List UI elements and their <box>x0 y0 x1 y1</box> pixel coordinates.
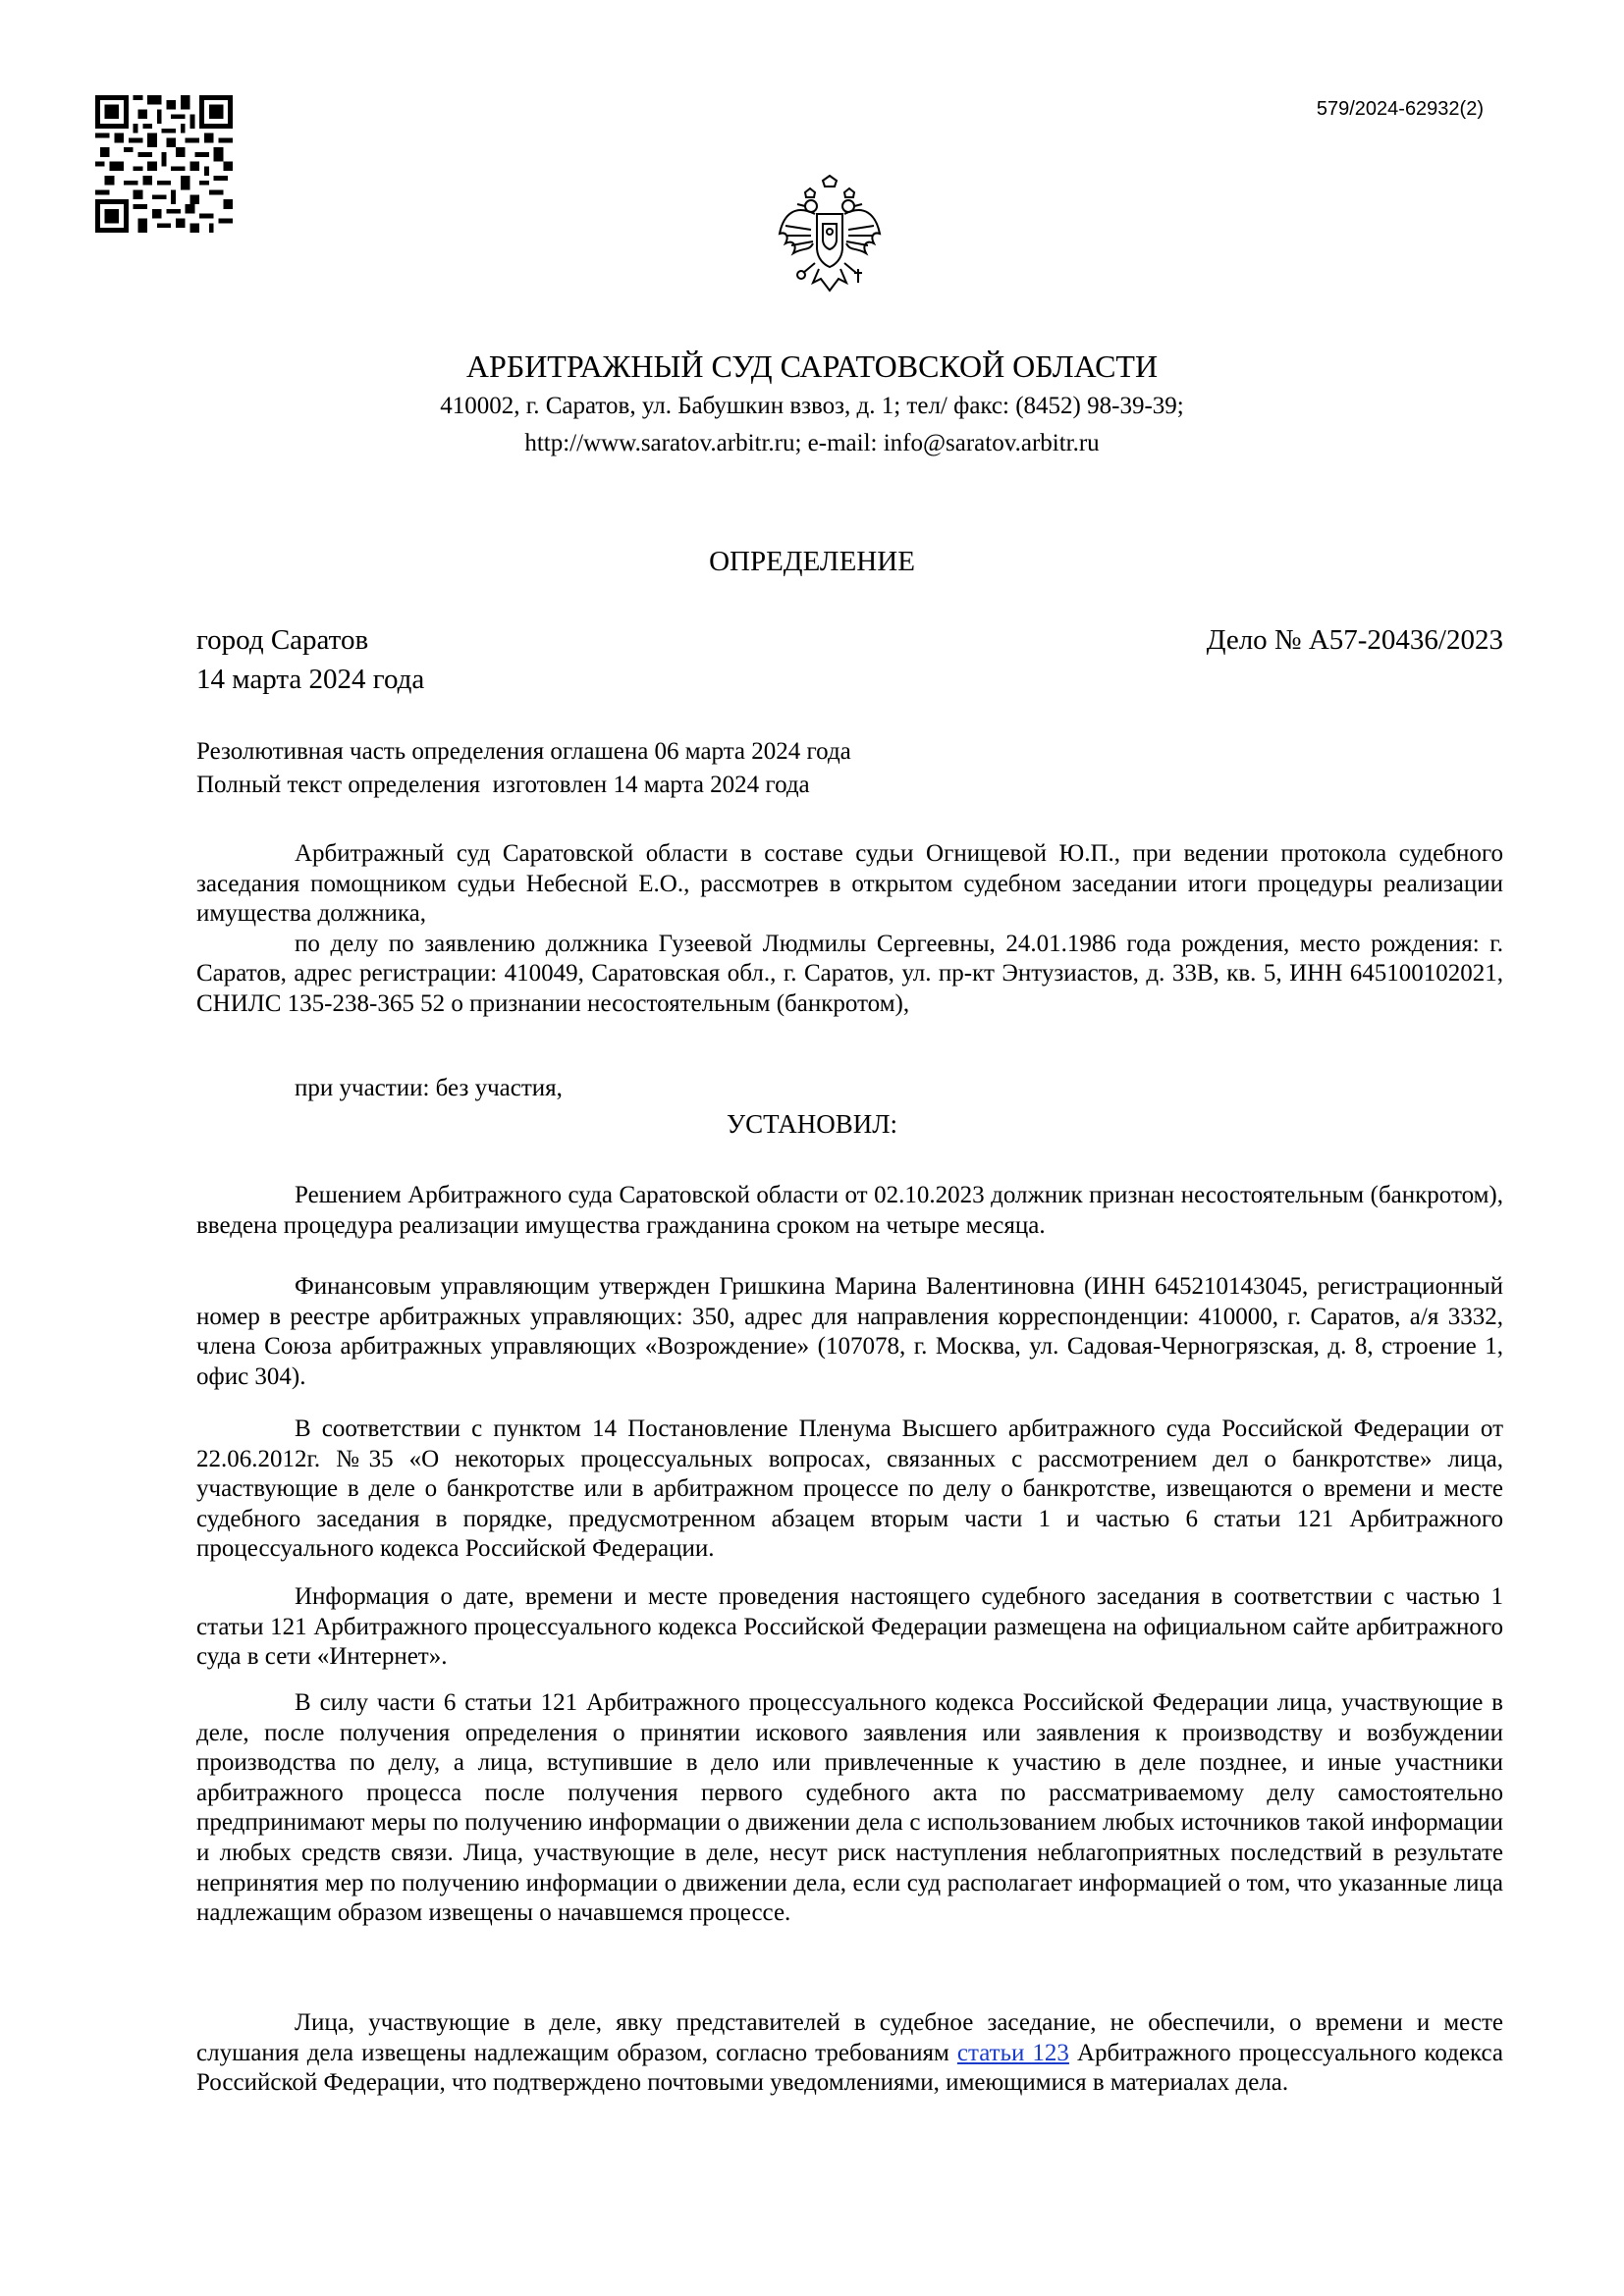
decision-block <box>196 1181 1503 1241</box>
russian-coat-of-arms-icon <box>776 175 884 302</box>
document-number: 579/2024-62932(2) <box>1316 98 1484 120</box>
attendance-block <box>196 2008 1503 2099</box>
participation-paragraph: при участии: без участия, <box>295 1075 563 1101</box>
court-name: АРБИТРАЖНЫЙ СУД САРАТОВСКОЙ ОБЛАСТИ <box>465 348 1159 384</box>
intro-paragraph: Арбитражный суд Саратовской области в составе судьи Огнищевой Ю.П., при ведении протокола судебного заседания помощником судьи Небесной Е.О., рассмотрев в открытом судебном заседании итоги процедуры реализации имущества должника, <box>196 840 1503 928</box>
attendance-text-before: Лица, участвующие в деле, явку представителей в судебное заседание, не обеспечили, о времени и месте слушания дела извещены надлежащим образом, согласно требованиям <box>196 2009 1503 2066</box>
part6-paragraph: В силу части 6 статьи 121 Арбитражного процессуального кодекса Российской Федерации лица, участвующие в деле, после получения определения о принятии искового заявления или заявления к производству и возбуждении производства по делу, а лица, вступившие в дело или привлеченные к участию в деле позднее, и иные участники арбитражного процесса после получения первого судебного акта по рассматриваемому делу самостоятельно предпринимают меры по получению информации о движении дела с использованием любых источников такой информации и любых средств связи. Лица, участвующие в деле, несут риск наступления неблагоприятных последствий в результате непринятия мер по получению информации о движении дела, если суд располагает информацией о том, что указанные лица надлежащим образом извещены о начавшемся процессе. <box>196 1689 1503 1927</box>
full-text-made-line: Полный текст определения изготовлен 14 марта 2024 года <box>196 772 810 798</box>
participation-block <box>196 1074 1503 1104</box>
document-type-title: ОПРЕДЕЛЕНИЕ <box>709 546 915 577</box>
plenum-block <box>196 1415 1503 1565</box>
intro-paragraph-block <box>196 839 1503 1020</box>
court-address: 410002, г. Саратов, ул. Бабушкин взвоз, д. 1; тел/ факс: (8452) 98-39-39; <box>440 393 1184 419</box>
court-web-contacts: http://www.saratov.arbitr.ru; e-mail: info@saratov.arbitr.ru <box>524 430 1100 456</box>
part6-block <box>196 1688 1503 1929</box>
attendance-text-after: Арбитражного процессуального кодекса Российской Федерации, что подтверждено почтовыми уведомлениями, имеющимися в материалах дела. <box>196 2039 1504 2097</box>
manager-block <box>196 1272 1503 1392</box>
established-heading: УСТАНОВИЛ: <box>726 1109 898 1139</box>
document-city: город Саратов <box>196 624 369 656</box>
information-paragraph: Информация о дате, времени и месте проведения настоящего судебного заседания в соответствии с частью 1 статьи 121 Арбитражного процессуального кодекса Российской Федерации размещена на официальном сайте арбитражного суда в сети «Интернет». <box>196 1583 1503 1671</box>
qr-code-icon <box>95 95 233 233</box>
resolution-announced-line: Резолютивная часть определения оглашена 06 марта 2024 года <box>196 738 851 765</box>
case-parties-paragraph: по делу по заявлению должника Гузеевой Людмилы Сергеевны, 24.01.1986 года рождения, место рождения: г. Саратов, адрес регистрации: 410049, Саратовская обл., г. Саратов, ул. пр-кт Энтузиастов, д. 33В, кв. 5, ИНН 645100102021, СНИЛС 135-238-365 52 о признании несостоятельным (банкротом), <box>196 930 1503 1017</box>
document-date: 14 марта 2024 года <box>196 664 425 695</box>
plenum-paragraph: В соответствии с пунктом 14 Постановление Пленума Высшего арбитражного суда Российской Федерации от 22.06.2012г. №35 «О некоторых процессуальных вопросах, связанных с рассмотрением дел о банкротстве» лица, участвующие в деле о банкротстве или в арбитражном процессе по делу о банкротстве, извещаются о времени и месте судебного заседания в порядке, предусмотренном абзацем вторым части 1 и частью 6 статьи 121 Арбитражного процессуального кодекса Российской Федерации. <box>196 1415 1503 1563</box>
financial-manager-paragraph: Финансовым управляющим утвержден Гришкина Марина Валентиновна (ИНН 645210143045, регистрационный номер в реестре арбитражных управляющих: 350, адрес для направления корреспонденции: 410000, г. Саратов, а/я 3332, члена Союза арбитражных управляющих «Возрождение» (107078, г. Москва, ул. Садовая-Черногрязская, д. 8, строение 1, офис 304). <box>196 1273 1503 1390</box>
case-number: Дело № А57-20436/2023 <box>1206 624 1503 656</box>
information-block <box>196 1582 1503 1673</box>
decision-paragraph: Решением Арбитражного суда Саратовской области от 02.10.2023 должник признан несостоятельным (банкротом), введена процедура реализации имущества гражданина сроком на четыре месяца. <box>196 1182 1503 1239</box>
article-123-link[interactable]: статьи 123 <box>956 2039 1069 2066</box>
attendance-paragraph <box>196 2008 1503 2099</box>
